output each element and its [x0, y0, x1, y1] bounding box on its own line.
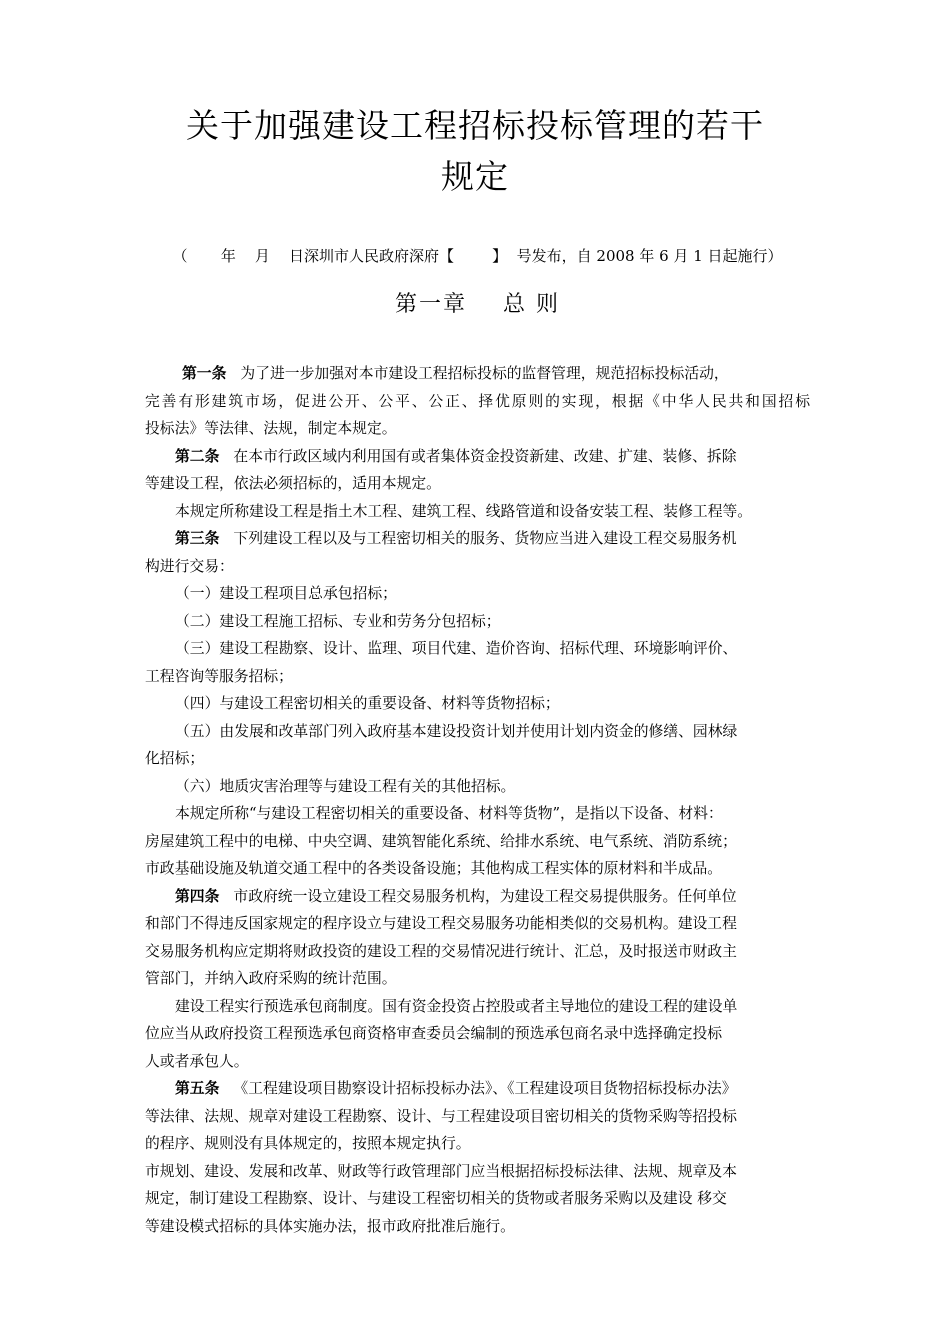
article-3-item-4: （四）与建设工程密切相关的重要设备、材料等货物招标；	[175, 695, 560, 712]
article-2-text: 在本市行政区域内利用国有或者集体资金投资新建、改建、扩建、装修、拆除	[233, 447, 737, 465]
article-4-line-4: 管部门，并纳入政府采购的统计范围。	[145, 970, 397, 987]
article-5-line-3: 的程序、规则没有具体规定的，按照本规定执行。	[145, 1135, 471, 1152]
article-4-line-1	[145, 883, 810, 911]
document-title-line-2: 规定	[441, 157, 509, 196]
article-3-line-1	[145, 525, 810, 553]
article-1-label: 第一条	[182, 365, 227, 382]
article-3-item-2: （二）建设工程施工招标、专业和劳务分包招标；	[175, 612, 501, 630]
article-3-item-3-line-2: 工程咨询等服务招标；	[145, 667, 293, 685]
article-1-line-1	[145, 360, 810, 388]
article-5-line-2: 等法律、法规、规章对建设工程勘察、设计、与工程建设项目密切相关的货物采购等招投标	[145, 1107, 737, 1125]
article-5-line-1	[145, 1075, 810, 1103]
article-5-paragraph-2-line-1: 市规划、建设、发展和改革、财政等行政管理部门应当根据招标投标法律、法规、规章及本	[145, 1162, 737, 1180]
document-body	[145, 360, 810, 1240]
article-3-label: 第三条	[175, 530, 220, 547]
chapter-heading: 第一章 总 则	[395, 292, 560, 317]
article-1-line-3: 投标法》等法律、法规，制定本规定。	[145, 420, 397, 437]
article-3-item-5-line-2: 化招标；	[145, 750, 205, 767]
article-3-paragraph-2-line-2: 房屋建筑工程中的电梯、中央空调、建筑智能化系统、给排水系统、电气系统、消防系统；	[145, 832, 737, 850]
article-4-text: 市政府统一设立建设工程交易服务机构，为建设工程交易提供服务。任何单位	[233, 887, 737, 905]
article-3-line-2: 构进行交易：	[145, 557, 234, 575]
article-1-line-2: 完善有形建筑市场，促进公开、公平、公正、择优原则的实现，根据《中华人民共和国招标	[145, 392, 810, 410]
article-3-item-6: （六）地质灾害治理等与建设工程有关的其他招标。	[175, 777, 516, 795]
issuance-note: （ 年 月 日深圳市人民政府深府【 】 号发布，自 2008 年 6 月 1 日起施行）	[172, 247, 783, 265]
article-2-label: 第二条	[175, 447, 220, 465]
article-3-text: 下列建设工程以及与工程密切相关的服务、货物应当进入建设工程交易服务机	[233, 530, 737, 547]
article-2-line-2: 等建设工程，依法必须招标的，适用本规定。	[145, 475, 441, 492]
article-4-line-2: 和部门不得违反国家规定的程序设立与建设工程交易服务功能相类似的交易机构。建设工程	[145, 915, 737, 932]
article-4-paragraph-2-line-3: 人或者承包人。	[145, 1052, 249, 1070]
article-2-paragraph-2: 本规定所称建设工程是指土木工程、建筑工程、线路管道和设备安装工程、装修工程等。	[175, 502, 753, 520]
article-5-paragraph-2-line-3: 等建设模式招标的具体实施办法，报市政府批准后施行。	[145, 1217, 515, 1235]
article-5-label: 第五条	[175, 1080, 220, 1097]
article-5-paragraph-2-line-2: 规定，制订建设工程勘察、设计、与建设工程密切相关的货物或者服务采购以及建设 移交	[145, 1190, 727, 1207]
article-3-paragraph-2-line-1: 本规定所称“与建设工程密切相关的重要设备、材料等货物”，是指以下设备、材料：	[175, 805, 723, 822]
article-3-item-5-line-1: （五）由发展和改革部门列入政府基本建设投资计划并使用计划内资金的修缮、园林绿	[175, 722, 738, 740]
article-4-label: 第四条	[175, 887, 220, 905]
article-3-item-1: （一）建设工程项目总承包招标；	[175, 585, 397, 602]
article-2-line-1	[145, 443, 810, 471]
article-5-text: 《工程建设项目勘察设计招标投标办法》、《工程建设项目货物招标投标办法》	[233, 1080, 737, 1097]
article-4-line-3: 交易服务机构应定期将财政投资的建设工程的交易情况进行统计、汇总，及时报送市财政主	[145, 942, 737, 960]
article-1-text: 为了进一步加强对本市建设工程招标投标的监督管理，规范招标投标活动，	[240, 365, 729, 382]
article-4-paragraph-2-line-2: 位应当从政府投资工程预选承包商资格审查委员会编制的预选承包商名录中选择确定投标	[145, 1025, 723, 1042]
article-3-item-3-line-1: （三）建设工程勘察、设计、监理、项目代建、造价咨询、招标代理、环境影响评价、	[175, 640, 738, 657]
article-3-paragraph-2-line-3: 市政基础设施及轨道交通工程中的各类设备设施；其他构成工程实体的原材料和半成品。	[145, 860, 723, 877]
article-4-paragraph-2-line-1: 建设工程实行预选承包商制度。国有资金投资占控股或者主导地位的建设工程的建设单	[175, 997, 738, 1015]
document-title-line-1: 关于加强建设工程招标投标管理的若干	[186, 106, 764, 145]
